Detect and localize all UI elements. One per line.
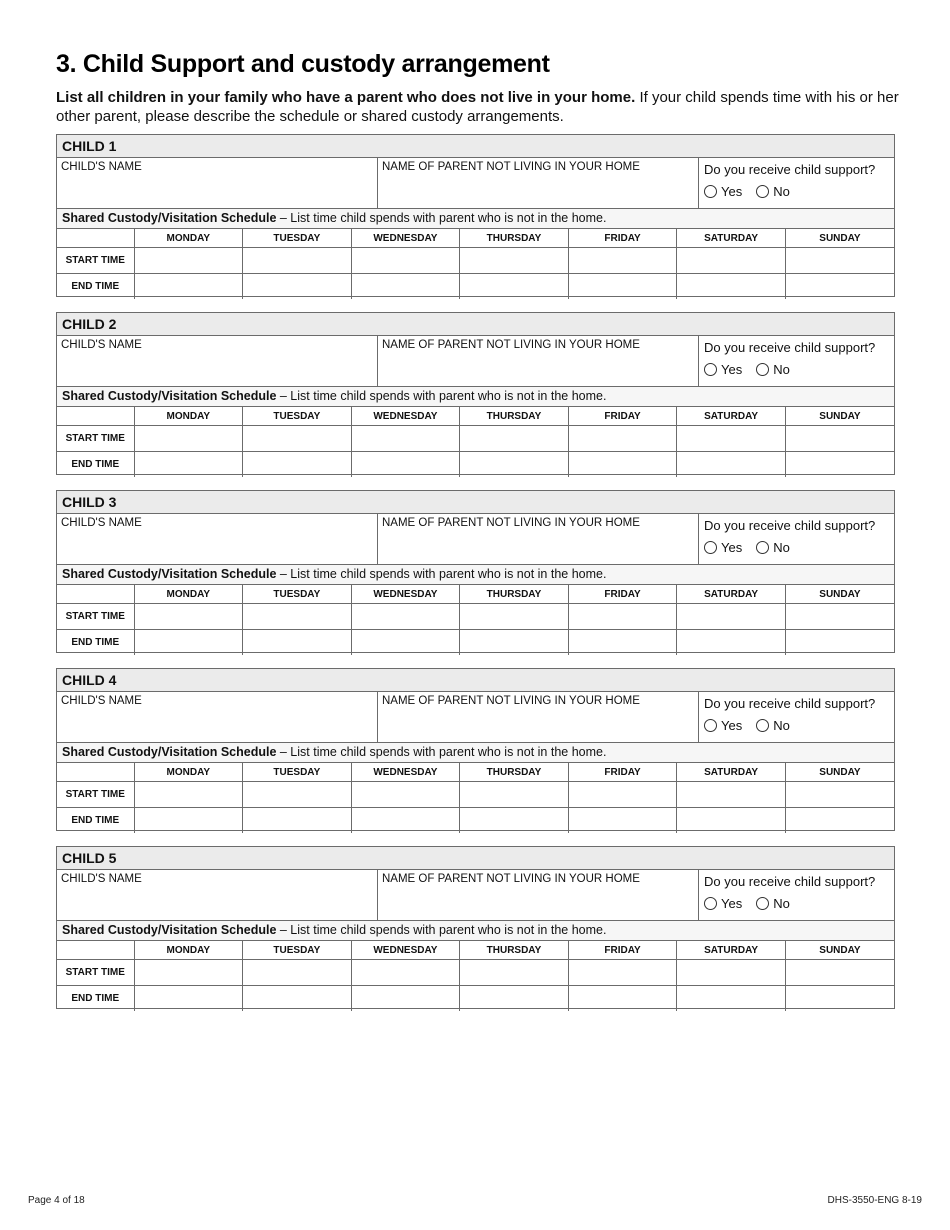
day-header-friday: FRIDAY [568,763,677,782]
day-header-sunday: SUNDAY [785,585,894,604]
schedule-heading-rest: – List time child spends with parent who is not in the home. [276,211,607,225]
child-heading: CHILD 1 [57,135,894,158]
end-time-label: END TIME [57,274,134,300]
radio-circle-icon[interactable] [704,541,717,554]
end-time-tuesday-field[interactable] [243,452,352,478]
start-time-wednesday-field[interactable] [351,604,460,630]
day-header-saturday: SATURDAY [677,229,786,248]
start-time-saturday-field[interactable] [677,604,786,630]
day-header-sunday: SUNDAY [785,763,894,782]
end-time-monday-field[interactable] [134,452,243,478]
start-time-saturday-field[interactable] [677,960,786,986]
day-header-wednesday: WEDNESDAY [351,585,460,604]
children-list [56,134,895,1024]
child-support-question [699,870,894,920]
child-info-row [57,692,894,743]
yes-label: Yes [721,896,743,911]
start-time-sunday-field[interactable] [785,604,894,630]
schedule-header-row [57,585,894,604]
start-time-thursday-field[interactable] [460,960,569,986]
radio-circle-icon[interactable] [756,185,769,198]
schedule-header-row [57,407,894,426]
day-header-tuesday: TUESDAY [243,229,352,248]
support-yes-radio[interactable] [704,362,742,377]
no-label: No [773,362,790,377]
childs-name-field[interactable] [57,158,378,208]
schedule-heading [57,209,894,229]
end-time-label: END TIME [57,630,134,656]
parent-name-field[interactable] [378,514,699,564]
end-time-row [57,274,894,300]
end-time-thursday-field[interactable] [460,452,569,478]
day-header-wednesday: WEDNESDAY [351,407,460,426]
schedule-corner [57,941,134,960]
support-yes-radio[interactable] [704,718,742,733]
end-time-thursday-field[interactable] [460,630,569,656]
start-time-tuesday-field[interactable] [243,604,352,630]
end-time-monday-field[interactable] [134,808,243,834]
day-header-thursday: THURSDAY [460,407,569,426]
start-time-thursday-field[interactable] [460,782,569,808]
start-time-tuesday-field[interactable] [243,248,352,274]
child-block-2 [56,312,895,475]
schedule-heading-bold: Shared Custody/Visitation Schedule [62,923,277,937]
support-question-label: Do you receive child support? [704,696,876,711]
end-time-sunday-field[interactable] [785,986,894,1012]
start-time-saturday-field[interactable] [677,782,786,808]
end-time-saturday-field[interactable] [677,808,786,834]
parent-name-label: NAME OF PARENT NOT LIVING IN YOUR HOME [382,339,640,351]
child-block-1 [56,134,895,297]
start-time-saturday-field[interactable] [677,426,786,452]
end-time-monday-field[interactable] [134,274,243,300]
support-no-radio[interactable] [756,718,790,733]
end-time-friday-field[interactable] [568,274,677,300]
schedule-heading [57,565,894,585]
start-time-wednesday-field[interactable] [351,960,460,986]
end-time-thursday-field[interactable] [460,986,569,1012]
start-time-friday-field[interactable] [568,426,677,452]
end-time-tuesday-field[interactable] [243,274,352,300]
parent-name-field[interactable] [378,158,699,208]
end-time-friday-field[interactable] [568,808,677,834]
no-label: No [773,896,790,911]
day-header-saturday: SATURDAY [677,763,786,782]
day-header-sunday: SUNDAY [785,407,894,426]
end-time-tuesday-field[interactable] [243,986,352,1012]
radio-circle-icon[interactable] [704,363,717,376]
day-header-sunday: SUNDAY [785,229,894,248]
end-time-label: END TIME [57,986,134,1012]
schedule-heading [57,921,894,941]
end-time-friday-field[interactable] [568,630,677,656]
radio-circle-icon[interactable] [704,897,717,910]
childs-name-field[interactable] [57,870,378,920]
start-time-tuesday-field[interactable] [243,782,352,808]
childs-name-label: CHILD'S NAME [61,339,142,351]
support-question-label: Do you receive child support? [704,340,876,355]
child-support-question [699,336,894,386]
start-time-sunday-field[interactable] [785,426,894,452]
parent-name-label: NAME OF PARENT NOT LIVING IN YOUR HOME [382,873,640,885]
schedule-table [57,585,894,655]
day-header-tuesday: TUESDAY [243,585,352,604]
day-header-monday: MONDAY [134,407,243,426]
child-info-row [57,158,894,209]
child-heading: CHILD 4 [57,669,894,692]
intro-rest: If your child spends time with his or her other parent, please describe the schedule or shared custody arrangements. [56,89,899,125]
schedule-heading-rest: – List time child spends with parent who is not in the home. [276,567,607,581]
support-yes-radio[interactable] [704,896,742,911]
child-block-3 [56,490,895,653]
child-heading: CHILD 3 [57,491,894,514]
end-time-sunday-field[interactable] [785,808,894,834]
start-time-friday-field[interactable] [568,960,677,986]
start-time-sunday-field[interactable] [785,248,894,274]
start-time-thursday-field[interactable] [460,604,569,630]
start-time-monday-field[interactable] [134,960,243,986]
schedule-table [57,229,894,299]
radio-circle-icon[interactable] [756,541,769,554]
schedule-heading-rest: – List time child spends with parent who is not in the home. [276,389,607,403]
parent-name-field[interactable] [378,870,699,920]
end-time-sunday-field[interactable] [785,274,894,300]
start-time-row [57,782,894,808]
schedule-heading-bold: Shared Custody/Visitation Schedule [62,745,277,759]
end-time-saturday-field[interactable] [677,452,786,478]
schedule-corner [57,407,134,426]
support-radio-group [704,184,889,199]
parent-name-label: NAME OF PARENT NOT LIVING IN YOUR HOME [382,517,640,529]
start-time-row [57,604,894,630]
end-time-monday-field[interactable] [134,630,243,656]
childs-name-label: CHILD'S NAME [61,873,142,885]
child-support-question [699,692,894,742]
day-header-wednesday: WEDNESDAY [351,763,460,782]
day-header-thursday: THURSDAY [460,763,569,782]
start-time-friday-field[interactable] [568,248,677,274]
day-header-tuesday: TUESDAY [243,407,352,426]
yes-label: Yes [721,184,743,199]
schedule-heading [57,743,894,763]
day-header-wednesday: WEDNESDAY [351,941,460,960]
day-header-monday: MONDAY [134,585,243,604]
end-time-sunday-field[interactable] [785,630,894,656]
start-time-friday-field[interactable] [568,782,677,808]
child-block-4 [56,668,895,831]
yes-label: Yes [721,540,743,555]
schedule-header-row [57,229,894,248]
page-number: Page 4 of 18 [28,1195,85,1206]
day-header-sunday: SUNDAY [785,941,894,960]
childs-name-field[interactable] [57,514,378,564]
start-time-label: START TIME [57,248,134,274]
start-time-row [57,426,894,452]
day-header-friday: FRIDAY [568,229,677,248]
child-heading: CHILD 5 [57,847,894,870]
child-info-row [57,514,894,565]
start-time-thursday-field[interactable] [460,248,569,274]
support-question-label: Do you receive child support? [704,162,876,177]
schedule-heading-bold: Shared Custody/Visitation Schedule [62,567,277,581]
end-time-row [57,808,894,834]
support-no-radio[interactable] [756,184,790,199]
child-info-row [57,336,894,387]
schedule-table [57,407,894,477]
start-time-label: START TIME [57,604,134,630]
start-time-saturday-field[interactable] [677,248,786,274]
support-radio-group [704,896,889,911]
end-time-row [57,630,894,656]
schedule-heading [57,387,894,407]
end-time-thursday-field[interactable] [460,274,569,300]
end-time-friday-field[interactable] [568,986,677,1012]
day-header-thursday: THURSDAY [460,585,569,604]
start-time-monday-field[interactable] [134,604,243,630]
support-radio-group [704,362,889,377]
day-header-friday: FRIDAY [568,407,677,426]
schedule-table [57,763,894,833]
intro-bold: List all children in your family who have a parent who does not live in your home. [56,89,636,106]
radio-circle-icon[interactable] [756,897,769,910]
start-time-monday-field[interactable] [134,782,243,808]
end-time-tuesday-field[interactable] [243,808,352,834]
form-id: DHS-3550-ENG 8-19 [827,1195,922,1206]
end-time-row [57,986,894,1012]
start-time-label: START TIME [57,960,134,986]
end-time-wednesday-field[interactable] [351,808,460,834]
end-time-wednesday-field[interactable] [351,274,460,300]
support-question-label: Do you receive child support? [704,874,876,889]
schedule-heading-rest: – List time child spends with parent who is not in the home. [276,923,607,937]
schedule-header-row [57,941,894,960]
start-time-thursday-field[interactable] [460,426,569,452]
support-no-radio[interactable] [756,362,790,377]
schedule-corner [57,229,134,248]
schedule-corner [57,763,134,782]
support-question-label: Do you receive child support? [704,518,876,533]
end-time-saturday-field[interactable] [677,274,786,300]
schedule-table [57,941,894,1011]
end-time-wednesday-field[interactable] [351,630,460,656]
no-label: No [773,718,790,733]
schedule-heading-bold: Shared Custody/Visitation Schedule [62,389,277,403]
parent-name-label: NAME OF PARENT NOT LIVING IN YOUR HOME [382,695,640,707]
childs-name-label: CHILD'S NAME [61,161,142,173]
radio-circle-icon[interactable] [704,719,717,732]
day-header-thursday: THURSDAY [460,941,569,960]
end-time-saturday-field[interactable] [677,630,786,656]
start-time-monday-field[interactable] [134,248,243,274]
day-header-tuesday: TUESDAY [243,763,352,782]
intro-text [56,88,901,126]
support-no-radio[interactable] [756,540,790,555]
child-support-question [699,514,894,564]
support-yes-radio[interactable] [704,540,742,555]
start-time-tuesday-field[interactable] [243,960,352,986]
day-header-saturday: SATURDAY [677,941,786,960]
start-time-wednesday-field[interactable] [351,248,460,274]
child-support-question [699,158,894,208]
start-time-tuesday-field[interactable] [243,426,352,452]
no-label: No [773,184,790,199]
support-radio-group [704,540,889,555]
end-time-row [57,452,894,478]
childs-name-label: CHILD'S NAME [61,517,142,529]
day-header-tuesday: TUESDAY [243,941,352,960]
end-time-tuesday-field[interactable] [243,630,352,656]
child-heading: CHILD 2 [57,313,894,336]
radio-circle-icon[interactable] [756,719,769,732]
start-time-sunday-field[interactable] [785,782,894,808]
end-time-friday-field[interactable] [568,452,677,478]
start-time-wednesday-field[interactable] [351,426,460,452]
support-yes-radio[interactable] [704,184,742,199]
schedule-heading-bold: Shared Custody/Visitation Schedule [62,211,277,225]
day-header-wednesday: WEDNESDAY [351,229,460,248]
parent-name-label: NAME OF PARENT NOT LIVING IN YOUR HOME [382,161,640,173]
start-time-row [57,248,894,274]
start-time-wednesday-field[interactable] [351,782,460,808]
no-label: No [773,540,790,555]
end-time-wednesday-field[interactable] [351,986,460,1012]
day-header-monday: MONDAY [134,763,243,782]
schedule-heading-rest: – List time child spends with parent who is not in the home. [276,745,607,759]
end-time-monday-field[interactable] [134,986,243,1012]
start-time-label: START TIME [57,782,134,808]
day-header-monday: MONDAY [134,229,243,248]
radio-circle-icon[interactable] [704,185,717,198]
start-time-sunday-field[interactable] [785,960,894,986]
end-time-wednesday-field[interactable] [351,452,460,478]
end-time-sunday-field[interactable] [785,452,894,478]
child-info-row [57,870,894,921]
start-time-monday-field[interactable] [134,426,243,452]
childs-name-field[interactable] [57,692,378,742]
day-header-friday: FRIDAY [568,941,677,960]
childs-name-field[interactable] [57,336,378,386]
childs-name-label: CHILD'S NAME [61,695,142,707]
parent-name-field[interactable] [378,336,699,386]
end-time-thursday-field[interactable] [460,808,569,834]
support-no-radio[interactable] [756,896,790,911]
day-header-monday: MONDAY [134,941,243,960]
day-header-thursday: THURSDAY [460,229,569,248]
start-time-friday-field[interactable] [568,604,677,630]
end-time-label: END TIME [57,808,134,834]
start-time-label: START TIME [57,426,134,452]
schedule-header-row [57,763,894,782]
section-title: 3. Child Support and custody arrangement [56,50,550,78]
day-header-saturday: SATURDAY [677,407,786,426]
parent-name-field[interactable] [378,692,699,742]
end-time-saturday-field[interactable] [677,986,786,1012]
support-radio-group [704,718,889,733]
start-time-row [57,960,894,986]
child-block-5 [56,846,895,1009]
day-header-saturday: SATURDAY [677,585,786,604]
end-time-label: END TIME [57,452,134,478]
yes-label: Yes [721,362,743,377]
yes-label: Yes [721,718,743,733]
day-header-friday: FRIDAY [568,585,677,604]
radio-circle-icon[interactable] [756,363,769,376]
schedule-corner [57,585,134,604]
